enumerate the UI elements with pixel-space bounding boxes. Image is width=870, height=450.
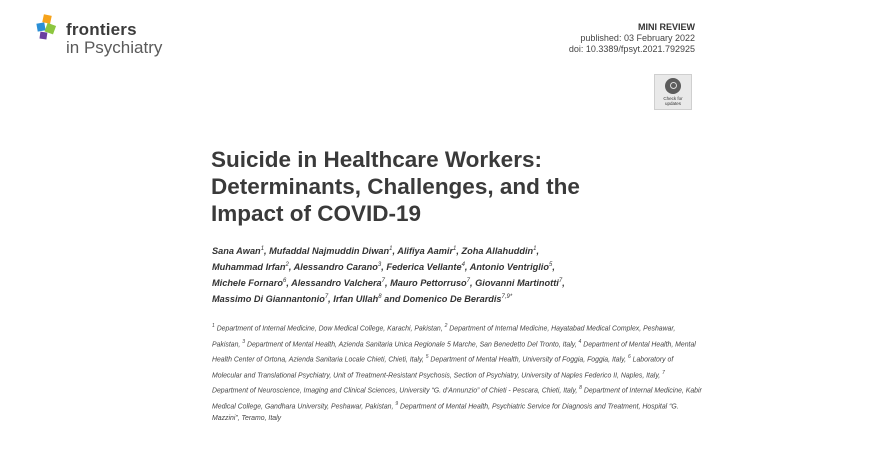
author-line: Massimo Di Giannantonio$^7$, Irfan Ullah$^8$ and Domenico De Berardis$^{7,9*}$ [212, 294, 513, 305]
author-name[interactable]: Giovanni Martinotti [475, 278, 559, 289]
author-name[interactable]: Alifiya Aamir [397, 246, 454, 257]
author-name[interactable]: Federica Vellante [386, 262, 462, 273]
frontiers-logo-icon [36, 14, 64, 42]
author-list [212, 242, 712, 306]
author-name[interactable]: Zoha Allahuddin [461, 246, 534, 257]
author-line: Muhammad Irfan$^2$, Alessandro Carano$^3$, Federica Vellante$^4$, Antonio Ventriglio$^5$, [212, 262, 555, 273]
journal-name-primary: frontiers [66, 20, 137, 39]
check-for-updates-label: Check for updates [663, 96, 683, 106]
journal-name-secondary: in Psychiatry [66, 38, 163, 57]
published-date: published: 03 February 2022 [580, 33, 695, 43]
affiliation: Department of Mental Health, University of Foggia, Foggia, Italy, [428, 356, 628, 364]
author-name[interactable]: Mauro Pettorruso [390, 278, 467, 289]
title-line: Impact of COVID-19 [211, 201, 422, 226]
affiliation: Department of Mental Health, Psychiatric Service for Diagnosis and Treatment, Hospital “G. Mazzini”, Teramo, Italy [212, 402, 679, 422]
affiliation: Department of Mental Health, Mental Health Center of Ortona, Azienda Sanitaria Locale Chieti, Chieti, Italy, [212, 340, 696, 364]
crossmark-icon [665, 78, 681, 94]
author-line: Michele Fornaro$^6$, Alessandro Valchera$^7$, Mauro Pettorruso$^7$, Giovanni Martinotti$^7$, [212, 278, 565, 289]
doi-link[interactable]: doi: 10.3389/fpsyt.2021.792925 [568, 44, 695, 54]
affiliation: Department of Neuroscience, Imaging and Clinical Sciences, University “G. d’Annunzio” of Chieti - Pescara, Chieti, Italy, [212, 387, 580, 395]
author-name[interactable]: Massimo Di Giannantonio [212, 294, 325, 305]
title-line: Suicide in Healthcare Workers: [211, 147, 542, 172]
author-name[interactable]: Michele Fornaro [212, 278, 283, 289]
author-name[interactable]: Domenico De Berardis [403, 294, 502, 305]
affiliation: Laboratory of Molecular and Translational Psychiatry, Unit of Treatment-Resistant Psychosis, Section of Psychiatry, University of Naples Federico II, Naples, Italy, [212, 356, 674, 379]
author-name[interactable]: Muhammad Irfan [212, 262, 286, 273]
author-name[interactable]: Alessandro Carano [293, 262, 378, 273]
check-for-updates-button[interactable] [654, 74, 692, 110]
affiliation: Department of Mental Health, Azienda Sanitaria Unica Regionale 5 Marche, San Benedetto Del Tronto, Italy, [245, 340, 579, 348]
author-name[interactable]: Sana Awan [212, 246, 261, 257]
author-name[interactable]: Alessandro Valchera [291, 278, 382, 289]
author-name[interactable]: Mufaddal Najmuddin Diwan [269, 246, 390, 257]
article-title [211, 146, 691, 227]
author-name[interactable]: Irfan Ullah [333, 294, 379, 305]
article-meta [569, 22, 695, 55]
affiliations: $^1$ Department of Internal Medicine, Dow Medical College, Karachi, Pakistan, $^2$ Department of Internal Medicine, Hayatabad Medical Complex, Peshawar, Pakistan, $^3$ Department of Mental Health, Azienda Sanitaria Unica Regionale 5 Marche, San Benedetto Del Tronto, Italy, $^4$ Department of Mental Health, Mental Health Center of Ortona, Azienda Sanitaria Locale Chieti, Chieti, Italy, $^5$ Department of Mental Health, University of Foggia, Foggia, Italy, $^6$ Laboratory of Molecular and Translational Psychiatry, Unit of Treatment-Resistant Psychosis, Section of Psychiatry, University of Naples Federico II, Naples, Italy, $^7$ Department of Neuroscience, Imaging and Clinical Sciences, University “G. d’Annunzio” of Chieti - Pescara, Chieti, Italy, $^8$ Department of Internal Medicine, Kabir Medical College, Gandhara University, Peshawar, Pakistan, $^9$ Department of Mental Health, Psychiatric Service for Diagnosis and Treatment, Hospital “G. Mazzini”, Teramo, Italy [212, 323, 702, 422]
article-type: MINI REVIEW [637, 22, 695, 32]
affiliation: Department of Internal Medicine, Hayatabad Medical Complex, Peshawar, Pakistan, [212, 325, 676, 348]
author-name[interactable]: Antonio Ventriglio [469, 262, 549, 273]
affiliation: Department of Internal Medicine, Dow Medical College, Karachi, Pakistan, [214, 325, 445, 333]
title-line: Determinants, Challenges, and the [211, 174, 580, 199]
affiliation: Department of Internal Medicine, Kabir Medical College, Gandhara University, Peshawar, Pakistan, [212, 387, 702, 410]
author-line: Sana Awan$^1$, Mufaddal Najmuddin Diwan$^1$, Alifiya Aamir$^1$, Zoha Allahuddin$^1$, [212, 246, 540, 257]
